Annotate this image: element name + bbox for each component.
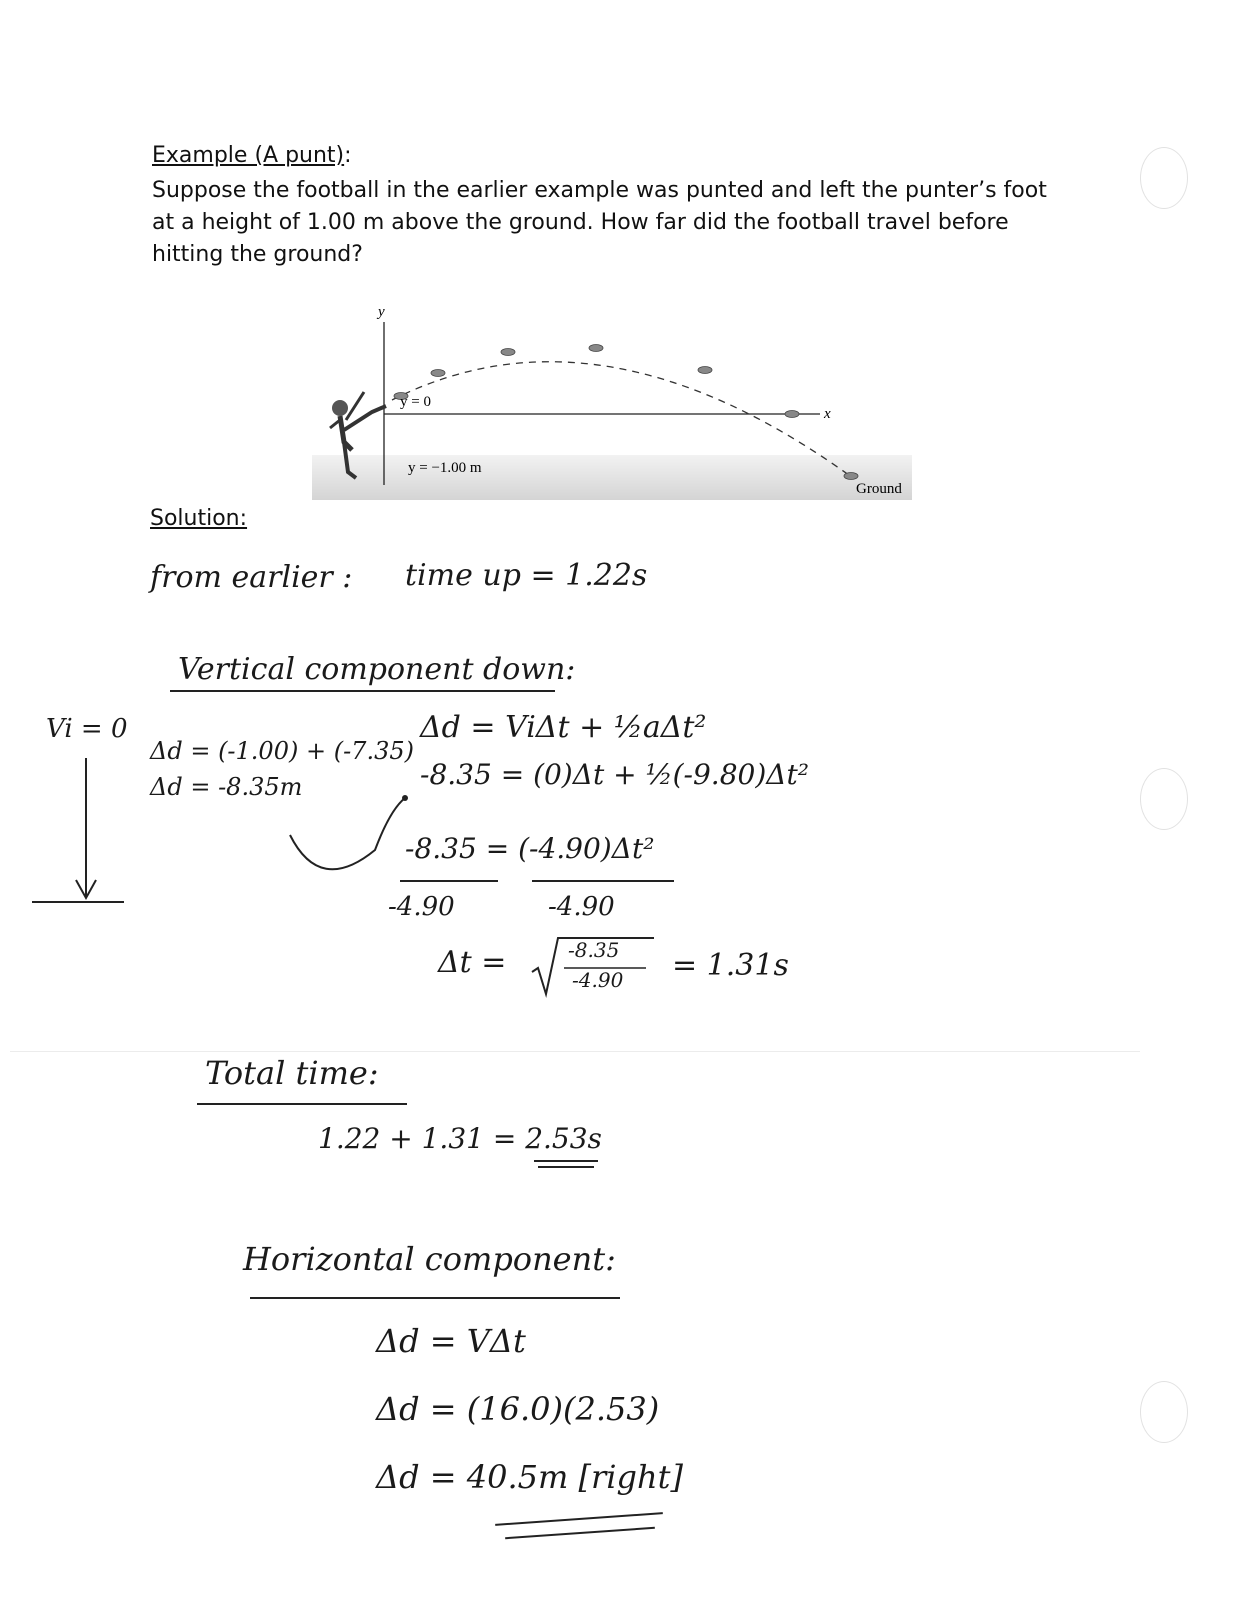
horizontal-substitution: Δd = (16.0)(2.53) [376, 1390, 660, 1428]
total-time-underline [197, 1103, 407, 1105]
time-up-text: time up = 1.22s [405, 558, 648, 593]
divide-line-right [532, 880, 674, 882]
y-zero-label: y = 0 [400, 394, 431, 410]
carry-arrow [280, 780, 420, 890]
sqrt-denominator: -4.90 [572, 968, 624, 992]
problem-line-2: at a height of 1.00 m above the ground. How far did the football travel before [152, 210, 1009, 235]
downward-arrow-diagram [28, 752, 128, 912]
problem-line-3: hitting the ground? [152, 242, 363, 267]
total-answer-underline-1 [534, 1160, 598, 1162]
y-ground-label: y = −1.00 m [408, 460, 482, 476]
substituted-equation: -8.35 = (0)Δt + ½(-9.80)Δt² [420, 758, 809, 791]
problem-line-1: Suppose the football in the earlier example was punted and left the punter’s foot [152, 178, 1047, 203]
total-answer-underline-2 [538, 1166, 594, 1168]
punt-diagram-svg [300, 300, 920, 510]
football-position-3 [501, 349, 515, 356]
football-position-4 [589, 345, 603, 352]
binder-hole-middle [1140, 768, 1188, 830]
football-position-7 [844, 473, 858, 480]
final-answer-underline-1 [495, 1512, 663, 1526]
simplified-equation: -8.35 = (-4.90)Δt² [405, 832, 655, 865]
football-position-5 [698, 367, 712, 374]
solution-heading: Solution: [150, 506, 248, 531]
football-position-6 [785, 411, 799, 418]
horizontal-equation: Δd = VΔt [376, 1322, 526, 1360]
horizontal-heading-underline [250, 1297, 620, 1299]
x-axis-label: x [824, 406, 831, 422]
initial-velocity-note: Vi = 0 [46, 714, 128, 744]
divisor-right: -4.90 [548, 892, 615, 922]
binder-hole-top [1140, 147, 1188, 209]
kinematic-equation: Δd = ViΔt + ½aΔt² [420, 710, 707, 745]
carry-arrow-curve [290, 798, 405, 869]
y-axis-label: y [378, 304, 385, 320]
ground-shading [312, 455, 912, 500]
football-position-2 [431, 370, 445, 377]
binder-hole-bottom [1140, 1381, 1188, 1443]
delta-t-result: = 1.31s [672, 948, 789, 983]
total-time-heading: Total time: [205, 1054, 379, 1092]
delta-t-lhs: Δt = [438, 945, 507, 980]
displacement-sum: Δd = (-1.00) + (-7.35) [150, 737, 414, 765]
horizontal-answer: Δd = 40.5m [right] [376, 1458, 683, 1496]
vertical-component-heading: Vertical component down: [178, 652, 576, 687]
page-fold-line [10, 1051, 1140, 1052]
total-time-equation: 1.22 + 1.31 = 2.53s [318, 1122, 602, 1155]
ground-label: Ground [856, 481, 902, 497]
vertical-heading-underline [170, 690, 555, 692]
carry-arrow-dot [402, 795, 408, 801]
example-title: Example (A punt): [152, 143, 352, 168]
horizontal-component-heading: Horizontal component: [243, 1240, 616, 1278]
divide-line-left [400, 880, 498, 882]
displacement-total: Δd = -8.35m [150, 773, 303, 801]
sqrt-numerator: -8.35 [568, 938, 620, 962]
final-answer-underline-2 [505, 1527, 655, 1539]
divisor-left: -4.90 [388, 892, 455, 922]
punt-diagram [300, 300, 920, 510]
from-earlier-text: from earlier : [150, 560, 353, 595]
